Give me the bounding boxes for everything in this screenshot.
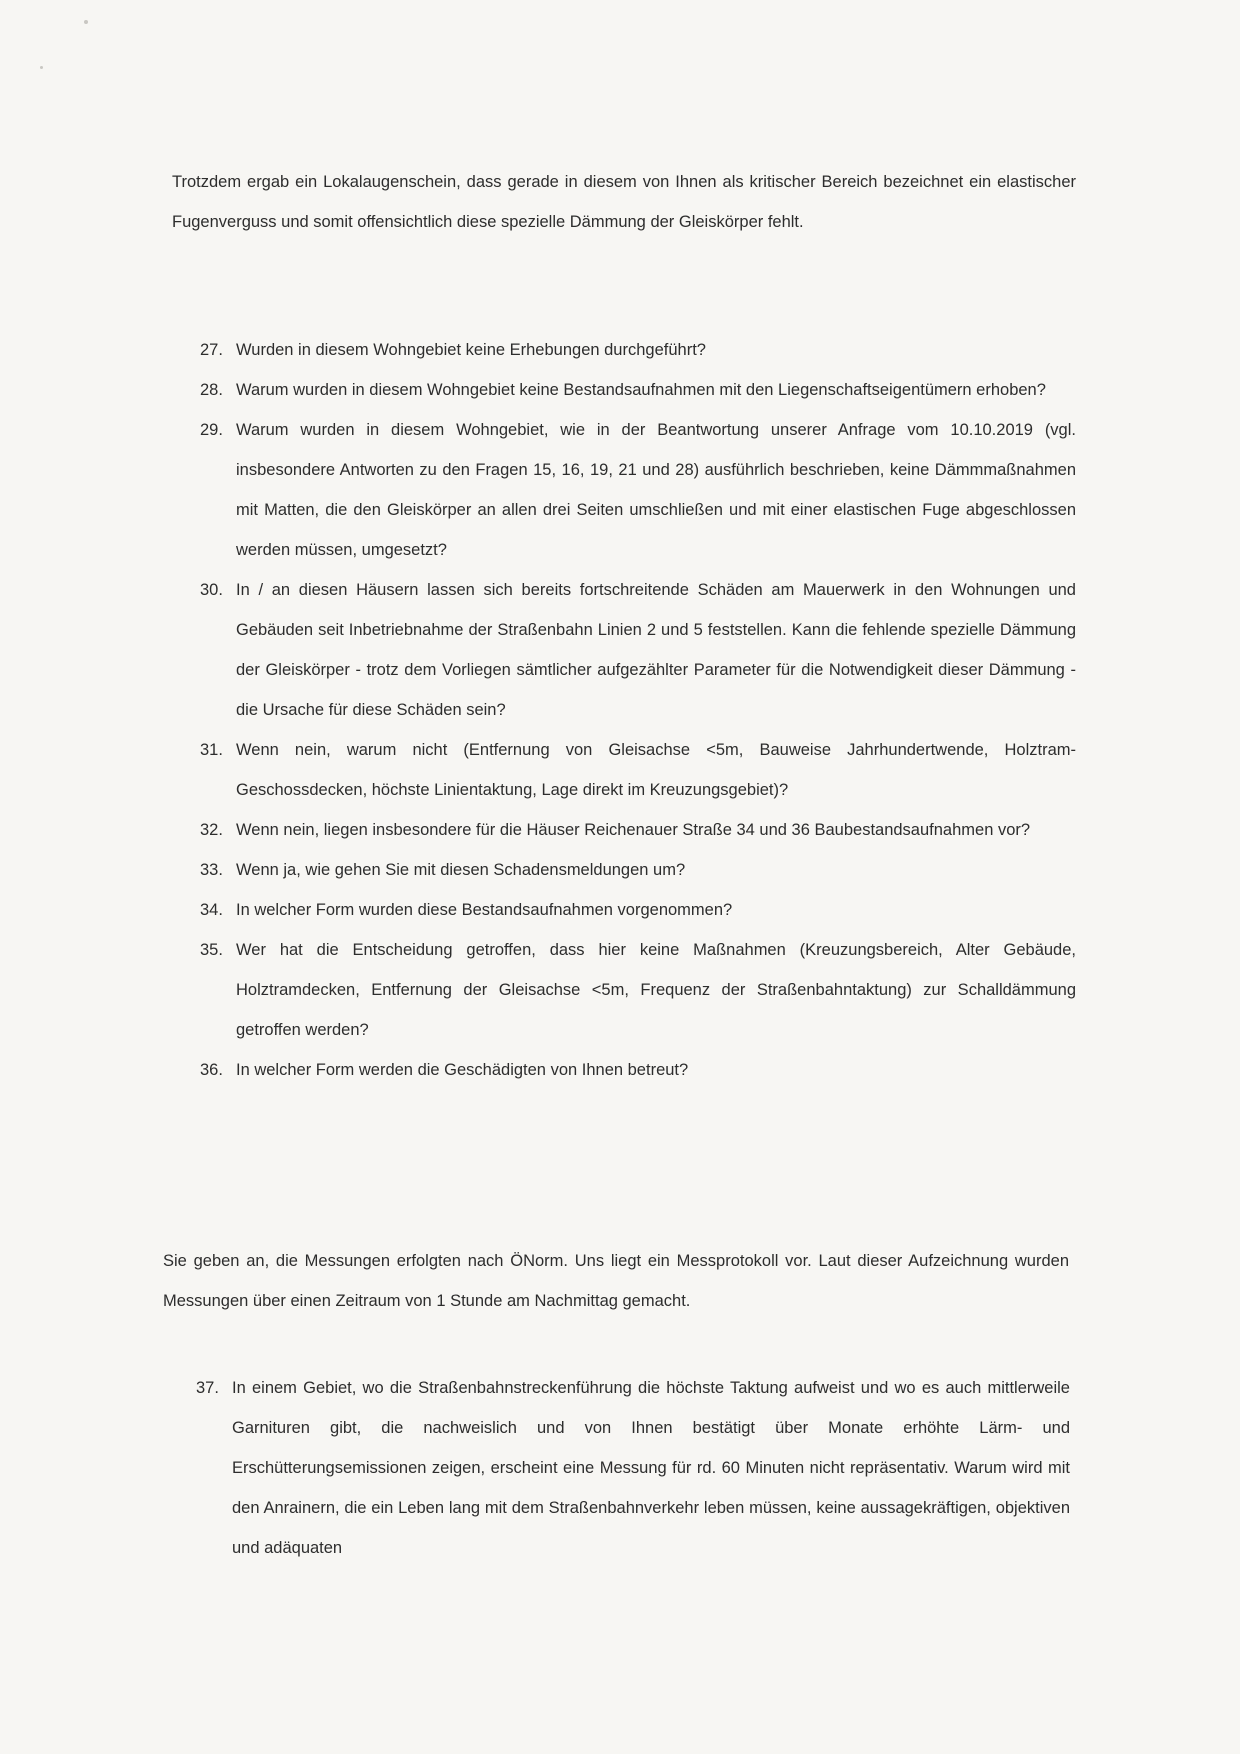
question-list-27-36	[200, 330, 1076, 1090]
middle-paragraph: Sie geben an, die Messungen erfolgten nach ÖNorm. Uns liegt ein Messprotokoll vor. Laut dieser Aufzeichnung wurden Messungen über einen Zeitraum von 1 Stunde am Nachmittag gemacht.	[163, 1252, 1069, 1310]
question-35	[200, 930, 1076, 1050]
question-27	[200, 330, 1076, 370]
question-text: Warum wurden in diesem Wohngebiet keine Bestandsaufnahmen mit den Liegenschaftseigentümern erhoben?	[236, 381, 1046, 399]
question-number: 33.	[200, 861, 223, 879]
question-text: In welcher Form wurden diese Bestandsaufnahmen vorgenommen?	[236, 901, 733, 919]
question-31	[200, 730, 1076, 810]
question-text: Warum wurden in diesem Wohngebiet, wie in der Beantwortung unserer Anfrage vom 10.10.2019 (vgl. insbesondere Antworten zu den Fragen 15, 16, 19, 21 und 28) ausführlich beschrieben, keine Dämmmaßnahmen mit Matten, die den Gleiskörper an allen drei Seiten umschließen und mit einer elastischen Fuge abgeschlossen werden müssen, umgesetzt?	[236, 421, 1076, 559]
question-number: 27.	[200, 341, 223, 359]
question-30	[200, 570, 1076, 730]
question-number: 35.	[200, 941, 223, 959]
question-36	[200, 1050, 1076, 1090]
question-number: 36.	[200, 1061, 223, 1079]
question-text: Wurden in diesem Wohngebiet keine Erhebungen durchgeführt?	[236, 341, 706, 359]
question-number: 34.	[200, 901, 223, 919]
question-text: In welcher Form werden die Geschädigten von Ihnen betreut?	[236, 1061, 689, 1079]
intro-paragraph: Trotzdem ergab ein Lokalaugenschein, dass gerade in diesem von Ihnen als kritischer Bereich bezeichnet ein elastischer Fugenverguss und somit offensichtlich diese spezielle Dämmung der Gleiskörper fehlt.	[172, 173, 1076, 231]
scan-speck	[40, 66, 43, 69]
question-number: 29.	[200, 421, 223, 439]
question-text: Wenn ja, wie gehen Sie mit diesen Schadensmeldungen um?	[236, 861, 686, 879]
question-number: 32.	[200, 821, 223, 839]
question-34	[200, 890, 1076, 930]
question-list-37	[196, 1368, 1070, 1568]
question-text: In / an diesen Häusern lassen sich bereits fortschreitende Schäden am Mauerwerk in den Wohnungen und Gebäuden seit Inbetriebnahme der Straßenbahn Linien 2 und 5 feststellen. Kann die fehlende spezielle Dämmung der Gleiskörper - trotz dem Vorliegen sämtlicher aufgezählter Parameter für die Notwendigkeit dieser Dämmung - die Ursache für diese Schäden sein?	[236, 581, 1076, 719]
question-number: 37.	[196, 1379, 219, 1397]
question-32	[200, 810, 1076, 850]
question-text: Wenn nein, warum nicht (Entfernung von Gleisachse <5m, Bauweise Jahrhundertwende, Holztram-Geschossdecken, höchste Linientaktung, Lage direkt im Kreuzungsgebiet)?	[236, 741, 1076, 799]
question-33	[200, 850, 1076, 890]
question-number: 30.	[200, 581, 223, 599]
scan-speck	[84, 20, 88, 24]
question-text: In einem Gebiet, wo die Straßenbahnstreckenführung die höchste Taktung aufweist und wo es auch mittlerweile Garnituren gibt, die nachweislich und von Ihnen bestätigt über Monate erhöhte Lärm- und Erschütterungsemissionen zeigen, erscheint eine Messung für rd. 60 Minuten nicht repräsentativ. Warum wird mit den Anrainern, die ein Leben lang mit dem Straßenbahnverkehr leben müssen, keine aussagekräftigen, objektiven und adäquaten	[232, 1379, 1070, 1557]
question-28	[200, 370, 1076, 410]
question-text: Wer hat die Entscheidung getroffen, dass hier keine Maßnahmen (Kreuzungsbereich, Alter Gebäude, Holztramdecken, Entfernung der Gleisachse <5m, Frequenz der Straßenbahntaktung) zur Schalldämmung getroffen werden?	[236, 941, 1076, 1039]
question-text: Wenn nein, liegen insbesondere für die Häuser Reichenauer Straße 34 und 36 Baubestandsaufnahmen vor?	[236, 821, 1031, 839]
question-37	[196, 1368, 1070, 1568]
question-number: 28.	[200, 381, 223, 399]
question-number: 31.	[200, 741, 223, 759]
question-29	[200, 410, 1076, 570]
